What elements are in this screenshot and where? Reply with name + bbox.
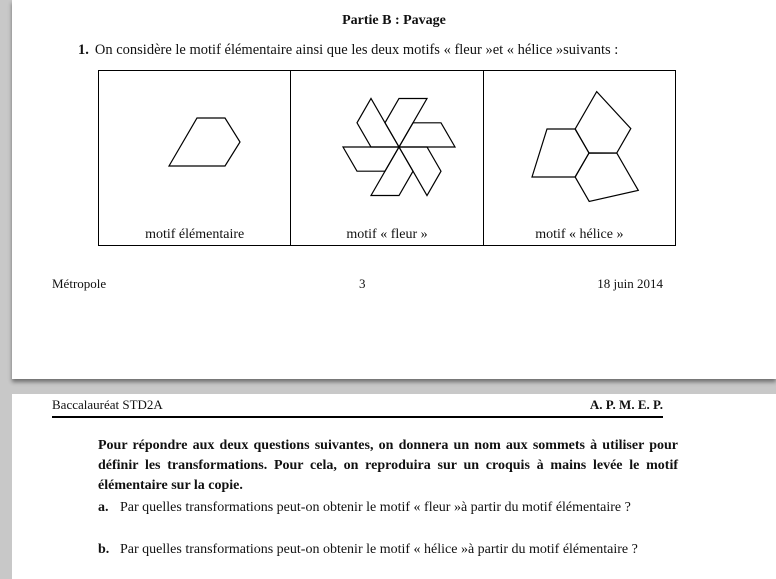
helix-blade-shape xyxy=(532,129,589,177)
question-1 xyxy=(78,42,618,59)
figure-caption: motif « hélice » xyxy=(535,227,624,242)
document-page-3 xyxy=(12,0,776,379)
header-apmep: A. P. M. E. P. xyxy=(589,397,663,412)
subquestion-text: Par quelles transformations peut-on obtenir le motif « fleur »à partir du motif élémentaire ? xyxy=(120,500,631,515)
figure-elementary xyxy=(99,71,290,245)
subquestion-text: Par quelles transformations peut-on obtenir le motif « hélice »à partir du motif élémentaire ? xyxy=(120,542,638,557)
instruction-paragraph: Pour répondre aux deux questions suivantes, on donnera un nom aux sommets à utiliser pour définir les transformations. Pour cela, on reproduira sur un croquis à mains levée le motif élémentaire sur la copie. xyxy=(98,438,678,493)
flower-petal-shape xyxy=(399,123,455,147)
footer-page-number: 3 xyxy=(359,276,366,291)
helix-blade-shape xyxy=(575,92,631,153)
flower-motif-drawing xyxy=(291,71,482,245)
header-rule xyxy=(52,416,663,418)
document-page-4 xyxy=(12,394,776,579)
figure-caption: motif « fleur » xyxy=(346,227,428,242)
question-number: 1. xyxy=(78,42,89,58)
figures-table xyxy=(98,70,676,246)
figure-flower xyxy=(290,71,482,245)
subquestion-b xyxy=(98,540,678,560)
figure-helix xyxy=(483,71,675,245)
flower-petal-shape xyxy=(343,147,399,171)
figure-caption: motif élémentaire xyxy=(145,227,245,242)
elementary-pentagon-shape xyxy=(169,118,240,166)
footer-location: Métropole xyxy=(52,276,107,291)
flower-petal-shape xyxy=(399,147,441,196)
helix-motif-drawing xyxy=(484,71,675,245)
elementary-motif-drawing xyxy=(99,71,290,245)
question-text: On considère le motif élémentaire ainsi que les deux motifs « fleur »et « hélice »suivants : xyxy=(94,42,619,58)
subquestion-a xyxy=(98,498,678,518)
flower-petal-shape xyxy=(357,99,399,148)
subquestion-label: a. xyxy=(98,500,109,515)
section-title: Partie B : Pavage xyxy=(342,13,446,28)
header-exam-name: Baccalauréat STD2A xyxy=(52,397,163,412)
helix-blade-shape xyxy=(575,153,638,201)
footer-date: 18 juin 2014 xyxy=(597,276,663,291)
subquestion-label: b. xyxy=(98,542,110,557)
